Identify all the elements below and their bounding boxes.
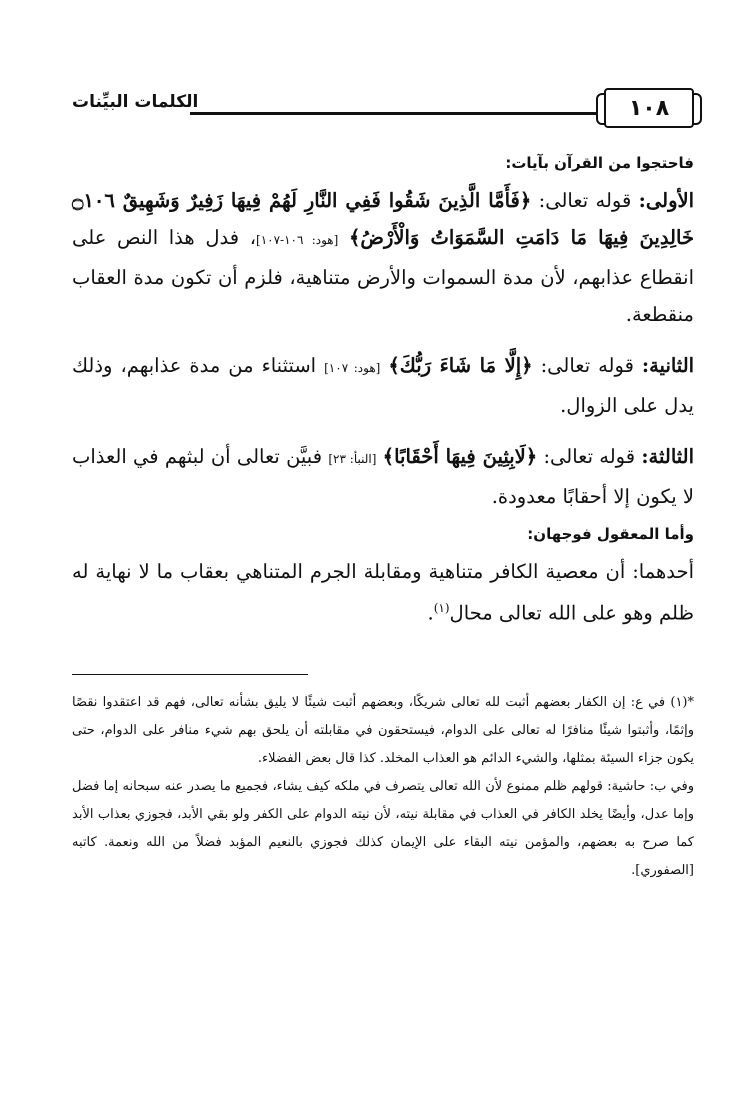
- paragraph-lead: قوله تعالى:: [538, 189, 632, 212]
- verse-reference: [هود: ١٠٦-١٠٧]: [256, 233, 339, 247]
- verse-reference: [هود: ١٠٧]: [324, 361, 381, 375]
- paragraph-label: الثالثة:: [641, 445, 695, 468]
- quran-verse: ﴿إِلَّا مَا شَاءَ رَبُّكَ﴾: [388, 354, 533, 377]
- paragraph-lead: قوله تعالى:: [540, 354, 634, 377]
- paragraph-text: ، فدل هذا النص على انقطاع عذابهم، لأن مدة السموات والأرض متناهية، فلزم أن تكون مدة العقاب منقطعة.: [72, 226, 694, 326]
- page-header: [72, 82, 694, 126]
- paragraph-end: .: [427, 601, 434, 625]
- footnote-text: وفي ب: حاشية: قولهم ظلم ممنوع لأن الله تعالى يتصرف في ملكه كيف يشاء، فجميع ما يصدر عنه سبحانه إما فضل وإما عدل، وأيضًا يخلد الكافر في العذاب في مقابلة نيته، لأن نيته الدوام على الكفر ولو بقي الأبد، فجوزي بعذاب الأبد كما صرح به بعضهم، والمؤمن نيته البقاء على الإيمان كذلك فجوزي بالنعيم المؤبد فضلاً من الله ونعمة. كاتبه [الصفوري].: [72, 778, 694, 878]
- quran-verse: ﴿فَأَمَّا الَّذِينَ شَقُوا فَفِي النَّارِ لَهُمْ فِيهَا زَفِيرٌ وَشَهِيقٌ ۝١٠٦ خَالِدِينَ فِيهَا مَا دَامَتِ السَّمَوَاتُ وَالْأَرْضُ﴾: [72, 189, 694, 249]
- footnote-text: في ع: إن الكفار بعضهم أثبت لله تعالى شريكًا، وبعضهم أثبت شيئًا لا يليق بشأنه تعالى، فهم قد اعتقدوا نقصًا وإثمًا، وأثبتوا شيئًا منافرًا له تعالى على الدوام، فيستحقون في مقابلته أن يلحق بهم شيء منافر على الدوام، حتى يكون جزاء السيئة بمثلها، والشيء الدائم هو العذاب المخلد. كذا قال بعض الفضلاء.: [72, 694, 694, 766]
- page: [72, 82, 694, 1082]
- paragraph-third: [72, 438, 694, 515]
- quran-verse: ﴿لَابِثِينَ فِيهَا أَحْقَابًا﴾: [382, 445, 538, 468]
- paragraph-text: استثناء من مدة عذابهم، وذلك يدل على الزوال.: [72, 354, 694, 417]
- paragraph-label: الأولى:: [638, 189, 695, 212]
- paragraph-first: [72, 182, 694, 333]
- footnote-marker: (١): [433, 601, 450, 615]
- section-heading-quran: فاحتجوا من القرآن بآيات:: [505, 154, 694, 172]
- page-number: ١٠٨: [604, 88, 694, 128]
- book-title: الكلمات البيِّنات: [72, 92, 199, 112]
- footnote-rule: [72, 674, 308, 675]
- paragraph-text: أن معصية الكافر متناهية ومقابلة الجرم المتناهي بعقاب ما لا نهاية له ظلم وهو على الله تعالى محال: [72, 560, 694, 625]
- verse-reference: [النبأ: ٢٣]: [328, 452, 377, 466]
- footnote-first: [72, 689, 694, 773]
- paragraph-lead: قوله تعالى:: [543, 445, 636, 468]
- section-heading-reason: وأما المعقول فوجهان:: [527, 525, 694, 543]
- footnote-marker: *(١): [670, 694, 694, 710]
- footnote-second: [72, 773, 694, 885]
- paragraph-label: الثانية:: [641, 354, 695, 377]
- paragraph-text: فبيَّن تعالى أن لبثهم في العذاب لا يكون إلا أحقابًا معدودة.: [72, 445, 694, 508]
- paragraph-label: أحدهما:: [632, 560, 694, 583]
- paragraph-second: [72, 347, 694, 424]
- header-rule: [190, 112, 598, 115]
- paragraph-fourth: [72, 553, 694, 632]
